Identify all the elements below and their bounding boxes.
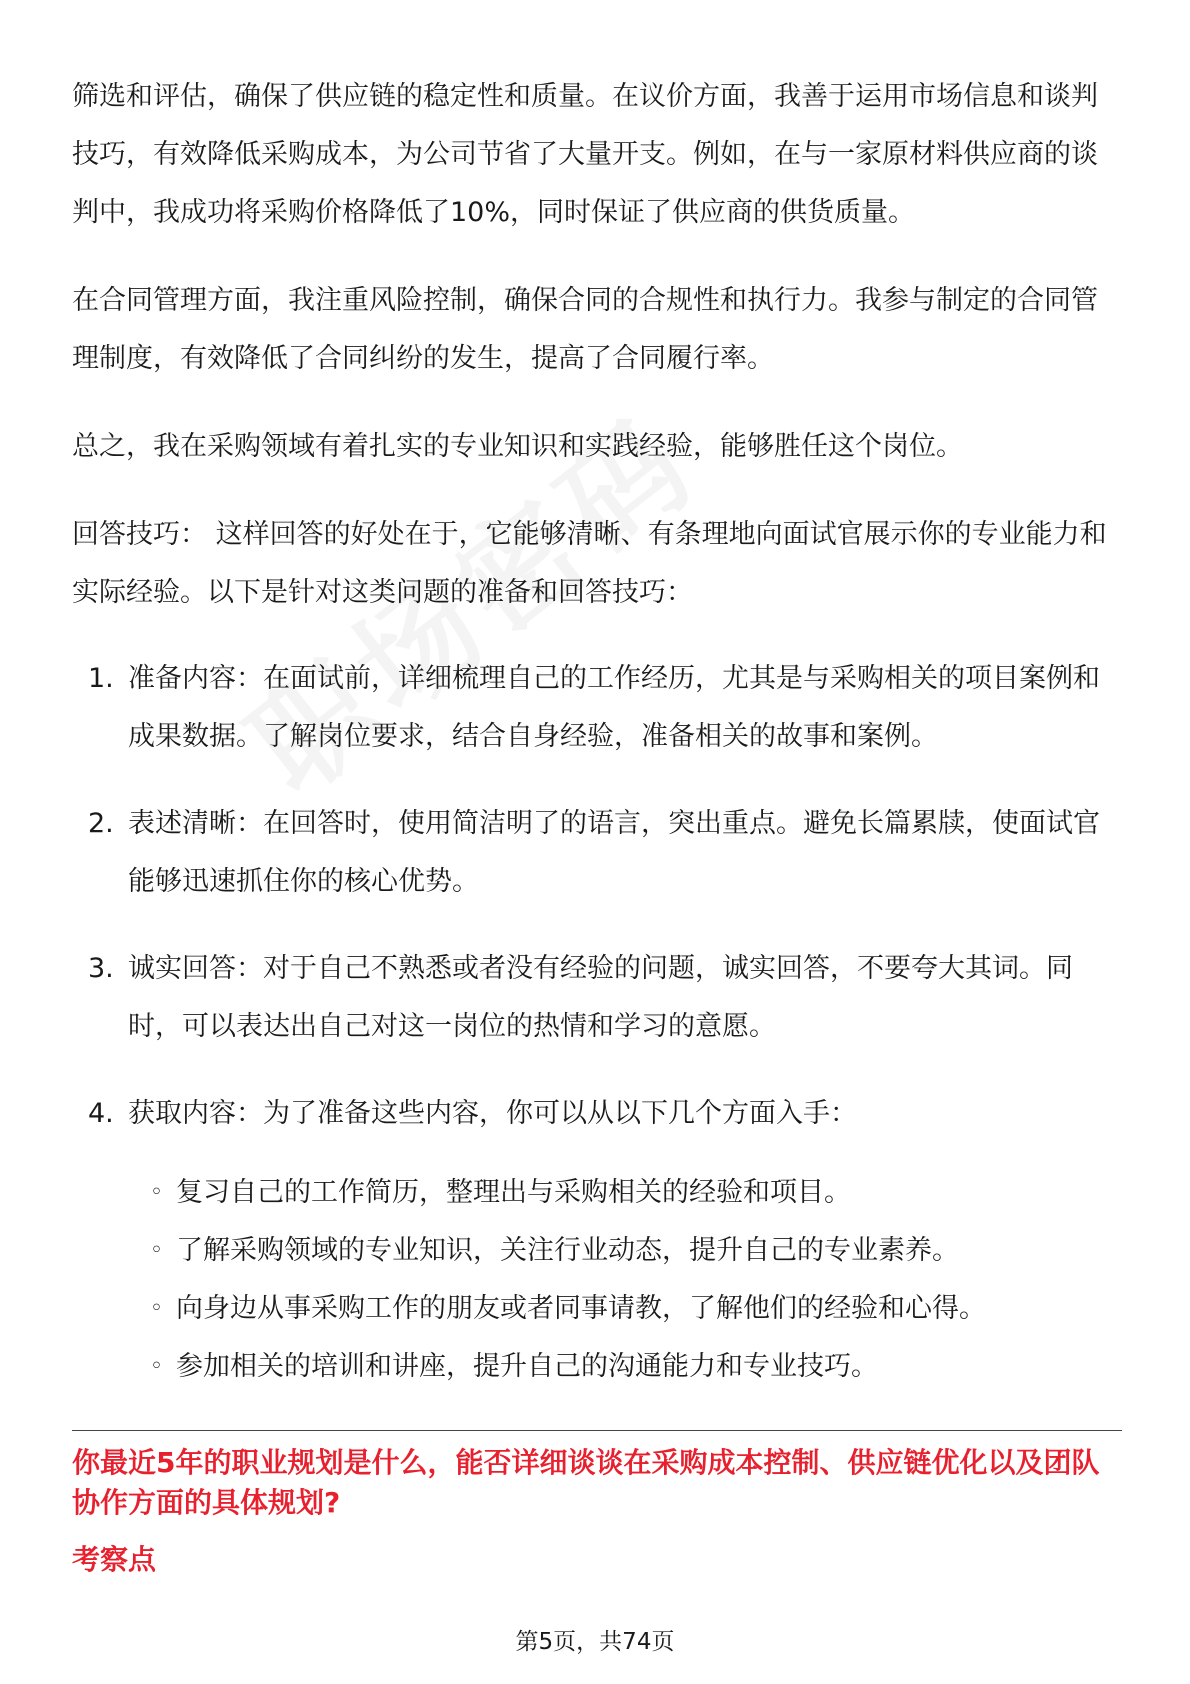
list-item-text: 诚实回答：对于自己不熟悉或者没有经验的问题，诚实回答，不要夸大其词。同时，可以表达出自己对这一岗位的热情和学习的意愿。	[128, 953, 1073, 1042]
list-item	[88, 795, 1118, 911]
interview-question-heading: 你最近5年的职业规划是什么，能否详细谈谈在采购成本控制、供应链优化以及团队协作方面的具体规划?	[72, 1446, 1100, 1519]
paragraph-answer-tips: 回答技巧： 这样回答的好处在于，它能够清晰、有条理地向面试官展示你的专业能力和实际经验。以下是针对这类问题的准备和回答技巧：	[72, 519, 1107, 608]
paragraph-contract-management: 在合同管理方面，我注重风险控制，确保合同的合规性和执行力。我参与制定的合同管理制度，有效降低了合同纠纷的发生，提高了合同履行率。	[72, 285, 1098, 374]
sub-list-item-text: 向身边从事采购工作的朋友或者同事请教，了解他们的经验和心得。	[176, 1293, 986, 1324]
paragraph-supplier-negotiation: 筛选和评估，确保了供应链的稳定性和质量。在议价方面，我善于运用市场信息和谈判技巧，有效降低采购成本，为公司节省了大量开支。例如，在与一家原材料供应商的谈判中，我成功将采购价格降低了10%，同时保证了供应商的供货质量。	[72, 81, 1098, 228]
list-item	[88, 940, 1118, 1056]
sub-list-item-text: 参加相关的培训和讲座，提升自己的沟通能力和专业技巧。	[176, 1351, 878, 1382]
list-number: 2.	[88, 808, 114, 839]
paragraph-summary: 总之，我在采购领域有着扎实的专业知识和实践经验，能够胜任这个岗位。	[72, 431, 963, 462]
section-divider	[72, 1430, 1122, 1431]
list-number: 3.	[88, 953, 114, 984]
list-number: 1.	[88, 663, 114, 694]
list-number: 4.	[88, 1098, 114, 1129]
bullet-icon: ◦	[150, 1296, 163, 1321]
sub-list-item	[150, 1222, 1110, 1280]
sub-list-item	[150, 1164, 1110, 1222]
bullet-icon: ◦	[150, 1354, 163, 1379]
list-item-text: 表述清晰：在回答时，使用简洁明了的语言，突出重点。避免长篇累牍，使面试官能够迅速抓住你的核心优势。	[128, 808, 1100, 897]
page-number-footer: 第5页，共74页	[515, 1629, 675, 1655]
sub-list-item-text: 了解采购领域的专业知识，关注行业动态，提升自己的专业素养。	[176, 1235, 959, 1266]
bullet-icon: ◦	[150, 1238, 163, 1263]
list-item	[88, 650, 1118, 766]
list-item-text: 获取内容：为了准备这些内容，你可以从以下几个方面入手：	[128, 1098, 857, 1129]
sub-list-item	[150, 1338, 1110, 1396]
sub-list-item	[150, 1280, 1110, 1338]
list-item-text: 准备内容：在面试前，详细梳理自己的工作经历，尤其是与采购相关的项目案例和成果数据。了解岗位要求，结合自身经验，准备相关的故事和案例。	[128, 663, 1100, 752]
section-subheading: 考察点	[72, 1543, 157, 1576]
list-item	[88, 1085, 1118, 1143]
sub-list-item-text: 复习自己的工作简历，整理出与采购相关的经验和项目。	[176, 1177, 851, 1208]
bullet-icon: ◦	[150, 1180, 163, 1205]
